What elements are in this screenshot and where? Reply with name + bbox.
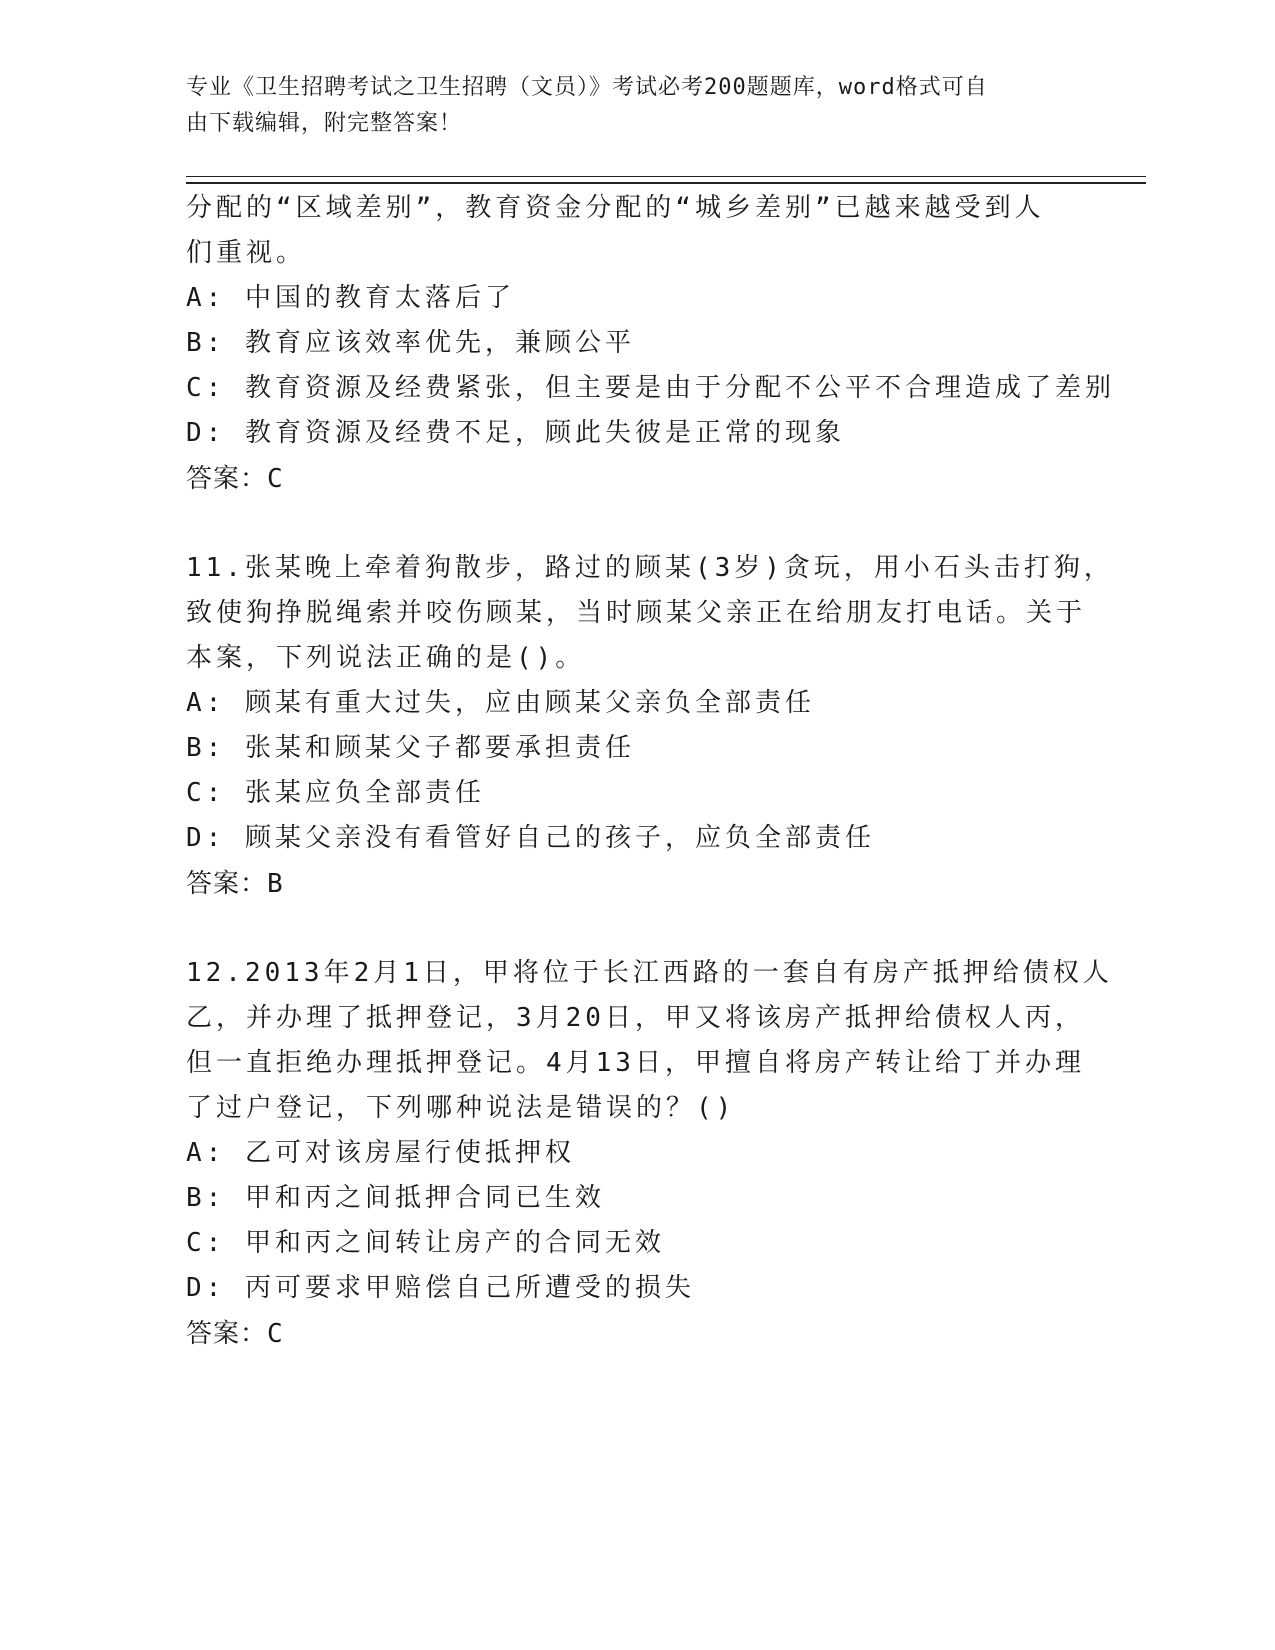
header-line-2: 由下载编辑，附完整答案！ xyxy=(186,111,463,136)
question-10-continued xyxy=(186,186,1115,502)
option-c: C: 教育资源及经费紧张，但主要是由于分配不公平不合理造成了差别 xyxy=(186,373,1115,403)
answer-value: C xyxy=(267,464,284,494)
answer-line xyxy=(186,1311,1086,1357)
answer-value: C xyxy=(267,1319,284,1349)
answer-line xyxy=(186,861,1086,907)
question-12 xyxy=(186,951,1113,1357)
answer-label: 答案： xyxy=(186,463,268,493)
question-text-line: 但一直拒绝办理抵押登记。4月13日，甲擅自将房产转让给丁并办理 xyxy=(186,1048,1085,1078)
option-d: D: 顾某父亲没有看管好自己的孩子，应负全部责任 xyxy=(186,823,875,853)
question-text-line: 分配的“区域差别”，教育资金分配的“城乡差别”已越来越受到人 xyxy=(186,193,1045,223)
option-d: D: 教育资源及经费不足，顾此失彼是正常的现象 xyxy=(186,418,845,448)
answer-label: 答案： xyxy=(186,868,268,898)
option-c: C: 甲和丙之间转让房产的合同无效 xyxy=(186,1228,665,1258)
option-a: A: 乙可对该房屋行使抵押权 xyxy=(186,1138,575,1168)
answer-value: B xyxy=(267,869,284,899)
question-text-line: 本案，下列说法正确的是()。 xyxy=(186,643,586,673)
answer-label: 答案： xyxy=(186,1318,268,1348)
option-b: B: 教育应该效率优先，兼顾公平 xyxy=(186,328,635,358)
option-b: B: 张某和顾某父子都要承担责任 xyxy=(186,733,635,763)
option-a: A: 中国的教育太落后了 xyxy=(186,283,515,313)
header-line-1: 专业《卫生招聘考试之卫生招聘（文员）》考试必考200题题库，word格式可自 xyxy=(186,75,988,100)
option-a: A: 顾某有重大过失，应由顾某父亲负全部责任 xyxy=(186,688,815,718)
question-11 xyxy=(186,546,1114,907)
document-header xyxy=(186,70,1066,142)
answer-line xyxy=(186,456,1086,502)
question-text-line: 乙，并办理了抵押登记，3月20日，甲又将该房产抵押给债权人丙， xyxy=(186,1003,1085,1033)
header-divider xyxy=(186,176,1146,184)
question-text-line: 12.2013年2月1日，甲将位于长江西路的一套自有房产抵押给债权人 xyxy=(186,958,1113,988)
document-body xyxy=(186,186,1115,1357)
option-b: B: 甲和丙之间抵押合同已生效 xyxy=(186,1183,605,1213)
option-c: C: 张某应负全部责任 xyxy=(186,778,485,808)
option-d: D: 丙可要求甲赔偿自己所遭受的损失 xyxy=(186,1273,695,1303)
question-text-line: 11.张某晚上牵着狗散步，路过的顾某(3岁)贪玩，用小石头击打狗， xyxy=(186,553,1114,583)
question-text-line: 了过户登记，下列哪种说法是错误的？() xyxy=(186,1093,736,1123)
question-text-line: 致使狗挣脱绳索并咬伤顾某，当时顾某父亲正在给朋友打电话。关于 xyxy=(186,598,1087,628)
question-text-line: 们重视。 xyxy=(186,238,307,268)
